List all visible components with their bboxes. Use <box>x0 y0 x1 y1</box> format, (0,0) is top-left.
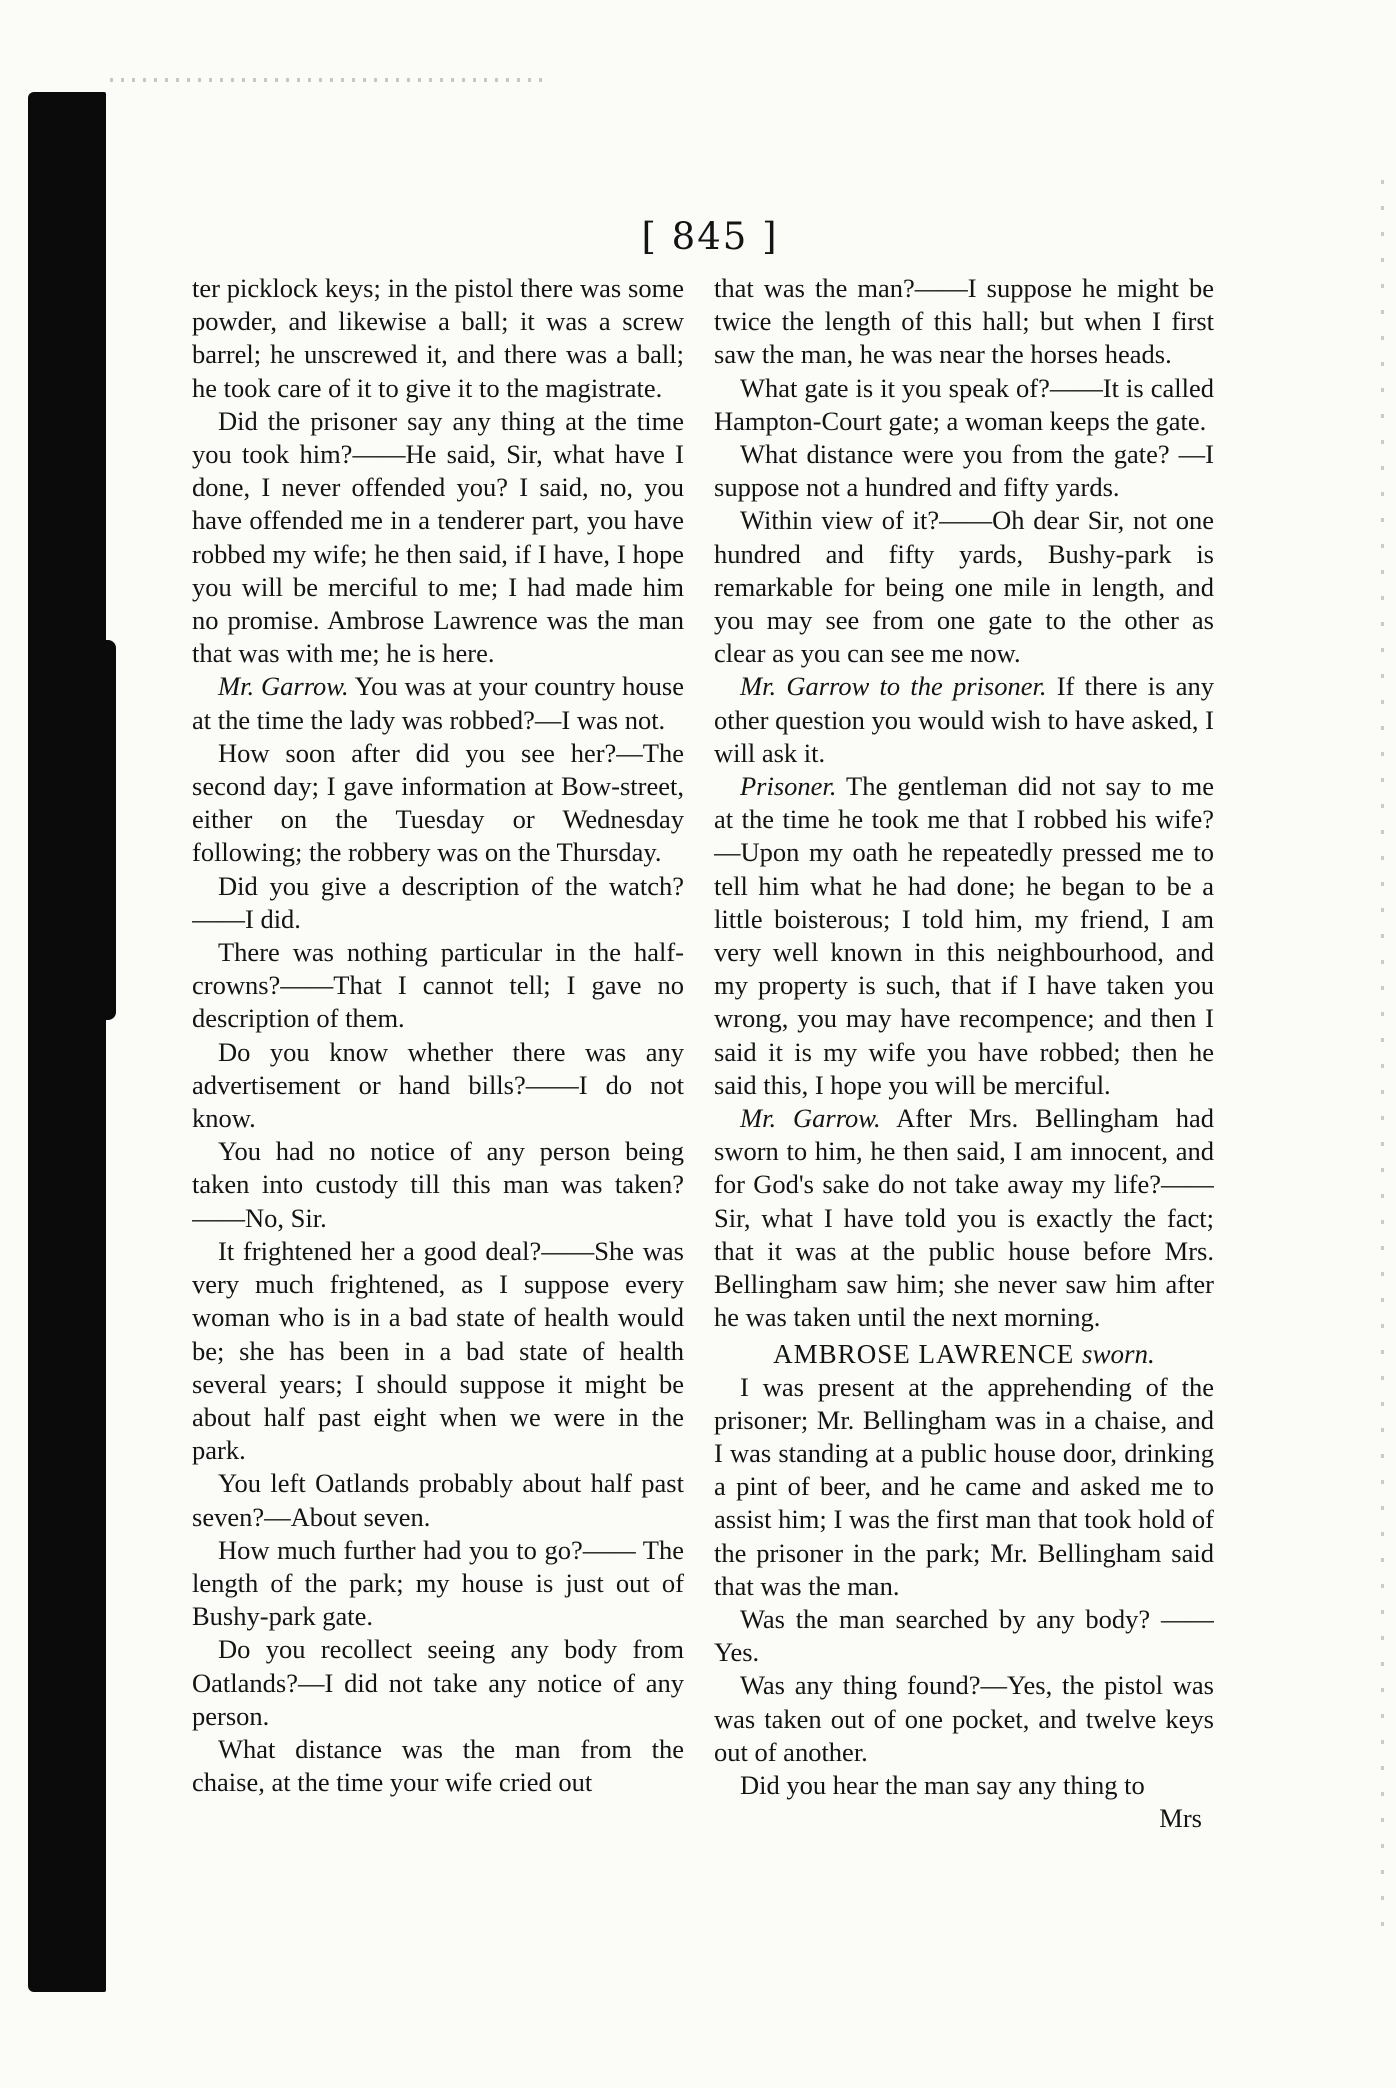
witness-name: AMBROSE LAWRENCE <box>773 1338 1075 1369</box>
speaker-label: Mr. Garrow. <box>218 671 349 702</box>
paragraph-text: If there is any other question you would wish to have asked, I will ask it. <box>714 671 1214 768</box>
paragraph-text: How much further had you to go?—— The length of the park; my house is just out of Bushy-park gate. <box>192 1534 684 1632</box>
paragraph-text: You left Oatlands probably about half past seven?—About seven. <box>192 1468 684 1532</box>
scan-binding-shadow <box>28 92 106 1992</box>
page-number: [ 845 ] <box>641 215 779 258</box>
paragraph <box>192 405 684 671</box>
paragraph-text: What distance were you from the gate? —I suppose not a hundred and fifty yards. <box>714 439 1214 503</box>
speaker-label: Mr. Garrow. <box>740 1103 881 1134</box>
paragraph <box>714 770 1214 1102</box>
right-text-column <box>714 272 1214 1982</box>
paragraph <box>192 1633 684 1733</box>
scan-binding-shadow-notch <box>98 640 116 1020</box>
left-text-column <box>192 272 684 1982</box>
paragraph-text: After Mrs. Bellingham had sworn to him, he then said, I am innocent, and for God's sake do not take away my life?——Sir, what I have told you is exactly the fact; that it was at the public house before Mrs. Bellingham saw him; she never saw him after he was taken until the next morning. <box>714 1103 1214 1333</box>
paragraph <box>714 1603 1214 1669</box>
right-column-witness-testimony <box>714 1371 1214 1803</box>
paragraph-text: What distance was the man from the chaise, at the time your wife cried out <box>192 1733 684 1798</box>
right-column-testimony <box>714 272 1214 1335</box>
paragraph <box>192 936 684 1036</box>
paragraph <box>714 1669 1214 1769</box>
paragraph-text: How soon after did you see her?—The second day; I gave information at Bow-street, either on the Tuesday or Wednesday following; the robbery was on the Thursday. <box>192 737 684 868</box>
paragraph <box>192 870 684 936</box>
paragraph-text: There was nothing particular in the half-crowns?——That I cannot tell; I gave no description of them. <box>192 937 684 1034</box>
paragraph-text: The gentleman did not say to me at the time he took me that I robbed his wife?—Upon my oath he repeatedly pressed me to tell him what he had done; he began to be a little boisterous; I told him, my friend, I am very well known in this neighbourhood, and my property is such, that if I have taken you wrong, you may have recompence; and then I said it is my wife you have robbed; then he said this, I hope you will be merciful. <box>714 771 1214 1100</box>
scan-speckle-top <box>110 78 550 82</box>
paragraph-text: Was any thing found?—Yes, the pistol was was taken out of one pocket, and twelve keys out of another. <box>714 1670 1214 1767</box>
paragraph-text: You had no notice of any person being taken into custody till this man was taken? ——No, Sir. <box>192 1136 684 1233</box>
speaker-label: Mr. Garrow to the prisoner. <box>740 671 1047 702</box>
scan-speckle-right <box>1381 180 1384 1940</box>
paragraph-text: What gate is it you speak of?——It is called Hampton-Court gate; a woman keeps the gate. <box>714 372 1214 436</box>
paragraph-text: I was present at the apprehending of the prisoner; Mr. Bellingham was in a chaise, and I was standing at a public house door, drinking a pint of beer, and he came and asked me to assist him; I was the first man that took hold of the prisoner in the park; Mr. Bellingham said that was the man. <box>714 1371 1214 1601</box>
paragraph <box>192 1733 684 1799</box>
paragraph-text: Do you recollect seeing any body from Oatlands?—I did not take any notice of any person. <box>192 1634 684 1731</box>
paragraph <box>714 1102 1214 1334</box>
paragraph <box>192 1235 684 1467</box>
catchword: Mrs <box>1159 1803 1202 1834</box>
paragraph-text: It frightened her a good deal?——She was very much frightened, as I suppose every woman who is in a bad state of health would be; she has been in a bad state of health several years; I should suppose it might be about half past eight when we were in the park. <box>192 1235 684 1466</box>
paragraph <box>714 1371 1214 1603</box>
paragraph-text: that was the man?——I suppose he might be twice the length of this hall; but when I first saw the man, he was near the horses heads. <box>714 273 1214 370</box>
paragraph-text: You was at your country house at the time the lady was robbed?—I was not. <box>192 671 684 735</box>
paragraph <box>192 670 684 736</box>
paragraph-text: ter picklock keys; in the pistol there was some powder, and likewise a ball; it was a screw barrel; he unscrewed it, and there was a ball; he took care of it to give it to the magistrate. <box>192 273 684 403</box>
paragraph <box>714 372 1214 438</box>
paragraph <box>714 1769 1214 1802</box>
speaker-label: Prisoner. <box>740 771 837 802</box>
paragraph <box>714 504 1214 670</box>
paragraph-text: Did the prisoner say any thing at the time you took him?——He said, Sir, what have I done, I never offended you? I said, no, you have offended me in a tenderer part, you have robbed my wife; he then said, if I have, I hope you will be merciful to me; I had made him no promise. Ambrose Lawrence was the man that was with me; he is here. <box>192 405 684 669</box>
paragraph <box>192 272 684 405</box>
paragraph-text: Did you hear the man say any thing to <box>740 1769 1145 1800</box>
paragraph <box>192 1534 684 1634</box>
paragraph <box>714 272 1214 372</box>
paragraph <box>192 1135 684 1235</box>
paragraph-text: Within view of it?——Oh dear Sir, not one hundred and fifty yards, Bushy-park is remarkable for being one mile in length, and you may see from one gate to the other as clear as you can see me now. <box>714 505 1214 669</box>
paragraph <box>714 670 1214 770</box>
witness-heading <box>714 1337 1214 1371</box>
paragraph <box>192 737 684 870</box>
paragraph <box>192 1036 684 1136</box>
paragraph <box>192 1467 684 1533</box>
paragraph-text: Did you give a description of the watch? ——I did. <box>192 870 684 934</box>
witness-sworn: sworn. <box>1082 1338 1155 1369</box>
paragraph-text: Was the man searched by any body? ——Yes. <box>714 1603 1214 1668</box>
paragraph-text: Do you know whether there was any advertisement or hand bills?——I do not know. <box>192 1036 684 1134</box>
paragraph <box>714 438 1214 504</box>
